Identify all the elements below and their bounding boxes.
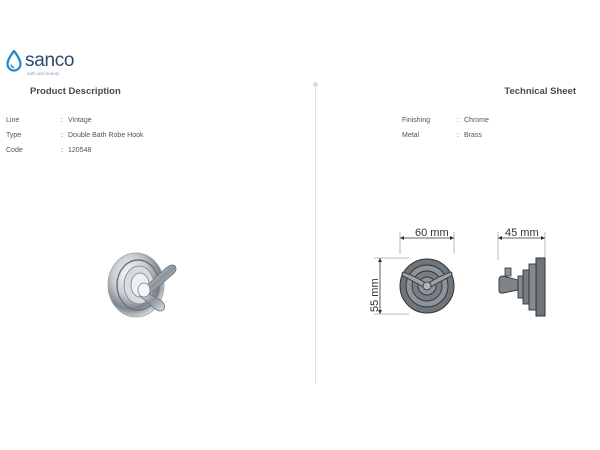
brand-name: sanco: [25, 50, 75, 71]
depth-label: 45 mm: [505, 227, 539, 239]
spec-label: Code: [6, 147, 23, 154]
product-photo: [100, 238, 210, 328]
product-description-title: Product Description: [30, 86, 121, 97]
spec-separator: :: [61, 147, 63, 154]
spec-label: Line: [6, 117, 20, 124]
spec-label: Finishing: [402, 117, 431, 124]
technical-sheet-title: Technical Sheet: [504, 86, 576, 97]
side-view: [499, 258, 545, 316]
water-drop-icon: [6, 50, 22, 72]
technical-drawing: [365, 220, 555, 330]
spec-label: Type: [6, 132, 22, 139]
spec-separator: :: [457, 117, 459, 124]
spec-value: Chrome: [464, 117, 489, 124]
spec-value: Vintage: [68, 117, 92, 124]
depth-dimension: [498, 227, 545, 260]
spec-separator: :: [61, 117, 63, 124]
height-label: 55 mm: [369, 278, 381, 312]
spec-separator: :: [457, 132, 459, 139]
vertical-divider: [315, 86, 316, 384]
brand-tagline: bath and beauty: [27, 71, 60, 76]
spec-value: 120548: [68, 147, 92, 154]
width-label: 60 mm: [415, 227, 449, 239]
spec-label: Metal: [402, 132, 420, 139]
spec-value: Double Bath Robe Hook: [68, 132, 144, 139]
spec-separator: :: [61, 132, 63, 139]
spec-value: Brass: [464, 132, 482, 139]
brand-logo: [6, 48, 96, 80]
width-dimension: [400, 227, 454, 254]
front-view: [400, 259, 454, 313]
